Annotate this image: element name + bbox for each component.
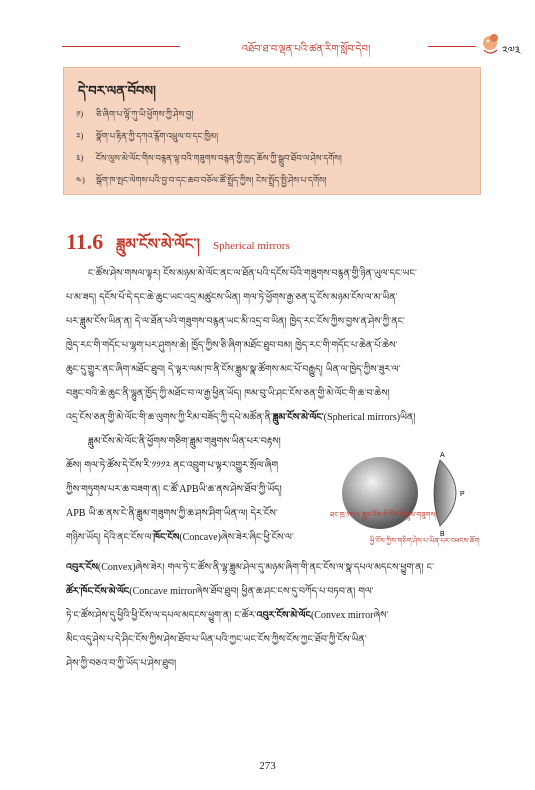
- objective-item: [76, 128, 218, 151]
- text-fragment: ཞེས་ཐོབ་ཐུབ། ཕྱིན་ཆ་ཤང་ངས་དུ་བཀོད་པ་བཏབ་ན། གལ་: [195, 586, 374, 597]
- text-line: པ་མ་ཟད། དངོས་པོ་དེ་དང་ཆེ་ཆུང་ཡང་འདྲ་མཚུངས་ཡིན། གལ་ཏེ་ཕྱོགས་རྒྱ་ཅན་དུ་ངོས་མཉམ་ངོས་ལ་མ་ཡིན་: [66, 292, 398, 303]
- text-line: [66, 406, 480, 430]
- text-fragment: གཉིས་ཡོད། དེའི་ནང་ངོས་ལ་: [66, 532, 154, 543]
- page-header: [0, 0, 535, 60]
- objective-text: སྒོག་ཁ་སྤང་ལེགས་པའི་བྱ་བ་དང་ཆབ་བཅོལ་ཚོ་སྤྲོད་ཀྱིས། ངེས་སྤྲོད་སྤྱི་ཤེས་པ་དགོས།: [96, 176, 327, 186]
- figure-note: [370, 534, 490, 553]
- text-line: མིང་འདུ་ཤེས་པ་དེ་ཤིང་ངོས་ཀྱིས་ཤེས་ཐོབ་པ་ཡིན་པའི་ཀྱང་ཡང་ངོས་ཀྱིས་ངོས་ཀྱང་ཐོབ་ཀྱི་ངོས་ཡིན་: [66, 634, 367, 645]
- objectives-box: [63, 67, 481, 195]
- figure-caption: [330, 508, 490, 527]
- text-fragment: འདྲ་ངོས་ཅན་གྱི་མེ་ལོང་གི་ཆ་ལུགས་ཀྱི་རིམ་བཟོད་ཀྱི་དཔེ་མཚོན་ནི་: [66, 412, 273, 423]
- text-fragment: ཏེ་ང་ཚོས་ཤེས་དུ་ཕྱིའི་ཕྱི་ངོས་ལ་དཔལ་མདངས་ཕྱུག་ན། ང་ཚོར་: [66, 610, 257, 621]
- objective-number: ༤): [76, 176, 86, 186]
- objective-text: ཅི་ཞིག་པ་ལྷོ་ཀུ་ཡི་ཕྱོགས་ཀྱི་ཤེས་བྱ།: [96, 110, 194, 120]
- text-line: [66, 478, 336, 502]
- objective-number: ༣): [76, 154, 84, 164]
- chapter-emblem-icon: [480, 30, 502, 56]
- text-line: [66, 604, 480, 628]
- text-fragment: ཡི་ཆ་ནས་ངེ་ནི་ཟླུམ་གཟུགས་ཀྱི་ཆ་ཤས་ཤིག་ཡིན་ལ། དེར་ངོས་: [88, 508, 278, 519]
- objective-item: [76, 106, 193, 129]
- section-title-tibetan: ཟླུམ་ངོས་མེ་ལོང་།: [116, 235, 200, 253]
- header-page-number: ༢༧༣: [502, 44, 521, 57]
- text-fragment: ཡིན།: [400, 412, 416, 423]
- text-fragment: ཞེས་ཟེར་ཞིང་ཕྱི་ངོས་ལ་: [220, 532, 294, 543]
- text-line: ཆུང་དུ་གྱུར་ནང་ཞིག་མཐོང་ཐུབ། དེ་ལྟར་ལམ་ཁ་ནི་ངོས་ཟླུམ་སྣ་ཚོགས་མང་པོ་བརྒྱུད། ཡིན་ལ་ཁྱེད་ཀྱིས་ཟུར་ལ་: [66, 364, 401, 375]
- figure-label-p: P: [460, 491, 465, 498]
- text-fragment: ཞེས་: [373, 610, 389, 621]
- term-concave-mirror: ཚོར་ཁོང་ངོས་མེ་ལོང: [66, 586, 130, 597]
- term-spherical-mirror: ཟླུམ་ངོས་མེ་ལོང་: [272, 412, 324, 423]
- term-convex: འབུར་ངོས: [66, 562, 98, 573]
- figure-label-b: B: [440, 531, 445, 538]
- text-line: ཤེས་ཀྱི་བཅའ་བ་ཀྱི་ཡོད་པ་ཤེས་ཐུབ།: [66, 658, 177, 669]
- objective-text: སྣོག་པ་རྟིན་ཀྱི་དཀའ་རྙོག་འཕྲུལ་བ་དང་ཁྱིམ།: [96, 132, 219, 142]
- section-title-english: Spherical mirrors: [213, 240, 290, 252]
- paragraph-intro: [66, 262, 480, 430]
- objective-item: [76, 150, 342, 173]
- text-line: ཁྱེད་རང་གི་གདོང་པ་ལྷག་པར་ཤུགས་ཆེ། ཁྱོད་ཀྱིས་ཅི་ཞིག་མཐོང་ཐུབ་བམ། ཁྱེད་རང་གི་གདོང་པ་ཆེན་པོ་ཆེས་: [66, 340, 398, 351]
- section-number: 11.6: [66, 229, 104, 254]
- text-fragment: ཡི་ཆ་ནས་ཤེས་ཐོབ་ཀྱི་ཡོད།: [198, 484, 282, 495]
- text-line: ཆོས། གལ་ཏེ་ཚོས་དེ་ངོས་རི་༡༡༡༢ ནང་འབྲུག་པ་ལྟར་འགྱུར་སྲོལ་ཞིག: [66, 460, 279, 471]
- text-fragment: ཀྱིས་གཏུགས་པར་ཆ་བཟག་ན། ང་ཚོ་: [66, 484, 180, 495]
- term-concave-en: (Concave): [179, 532, 221, 543]
- header-rule-left: [62, 46, 180, 47]
- term-concave: ཁོང་ངོས: [153, 532, 180, 543]
- term-convex-en: (Convex): [97, 562, 136, 573]
- text-line: པར་ཟླུམ་ངོས་ཡིན་ན། དེ་ལ་ཐོན་པའི་གཟུགས་བརྙན་ཡང་མི་འདྲ་བ་ཡིན། ཁྱེད་རང་ངོས་ཀྱིས་བྱས་ན་ཤེས་ཀྱི་ནང་: [66, 316, 406, 327]
- caption-text: ཐང་ཁྲ་༡༡༡༢ ཟླུམ་ངོས་མེ་ལོང་ནི་ཟླུམ་གཟུགས།: [330, 511, 437, 519]
- objective-number: ༡): [76, 110, 84, 120]
- page-number: 273: [259, 760, 276, 772]
- paragraph-spherical-definition: [66, 430, 336, 526]
- term-convex-mirror: འབུར་ངོས་མེ་ལོང: [256, 610, 311, 621]
- text-line: [66, 580, 480, 604]
- note-text: ཕྱི་ངོས་ཀྱིས་གཅིག་ཤེས་པ་ཡིན་པར་འཕངས་ཆོག: [370, 537, 480, 545]
- term-spherical-mirror-en: (Spherical mirrors): [323, 412, 401, 423]
- objectives-title: དེ་བར་ལན་བོབས།: [78, 84, 156, 99]
- term-convex-mirror-en: (Convex mirror: [310, 610, 374, 621]
- figure-label-a: A: [440, 452, 445, 459]
- chapter-title: འཐོབ་ཐ་བ་ལྡན་པའི་ཚན་རིག་སློབ་དེབ།: [241, 44, 371, 55]
- text-line: [66, 502, 336, 526]
- text-line: ང་ཚོས་ཤེས་གསལ་ལྟར། ངོས་མཉམ་མེ་ལོང་ནང་ལ་ཐོན་པའི་དངོས་པོའི་གཟུགས་བརྙན་གྱི་ཉིན་ཡུལ་དང་ཡང་: [88, 268, 417, 279]
- term-concave-mirror-en: (Concave mirror: [129, 586, 196, 597]
- paragraph-convex: [66, 556, 480, 676]
- header-rule-right: [428, 46, 476, 47]
- text-line: ཟླུམ་ངོས་མེ་ལོང་ནི་ཕྱོགས་གཅིག་ཟླུམ་གཟུགས་ཡིན་པར་བརྟས།: [88, 436, 281, 447]
- term-apb: APB: [179, 484, 199, 495]
- text-line: བཟུང་བའི་ཆེ་ཆུང་ནི་ལྷུན་ཁྱོད་ཀྱི་མཐོང་བ་ལ་རྒྱ་ཕྱིན་ཡོད། ཁམ་བུ་ཡི་ཤང་ངོས་ཅན་གྱི་མེ་ལོང་གི་ཆ་བ་ཆེས།: [66, 388, 390, 399]
- objective-text: ངོས་ལུས་མེ་ལོང་གིས་བརྙན་ལྷ་བའི་གཟུགས་བརྙན་གྱི་ཁྱད་ཆོས་ཀྱི་སྒྲུབ་ཐོབ་ལ་ཤེས་དགོས།: [96, 154, 342, 164]
- objective-item: [76, 172, 327, 195]
- objective-number: ༢): [76, 132, 84, 142]
- term-apb: APB: [66, 508, 86, 519]
- text-fragment: ཞེས་ཟེར། གལ་ཏེ་ང་ཚོས་ནི་ལྷ་ཟླུམ་ཤེལ་དུ་མཉམ་ཞིག་གི་ནང་ངོས་ལ་སྣ་དཔལ་མདངས་ཕྱུག་ན། ང་: [135, 562, 435, 573]
- text-line: [66, 556, 480, 580]
